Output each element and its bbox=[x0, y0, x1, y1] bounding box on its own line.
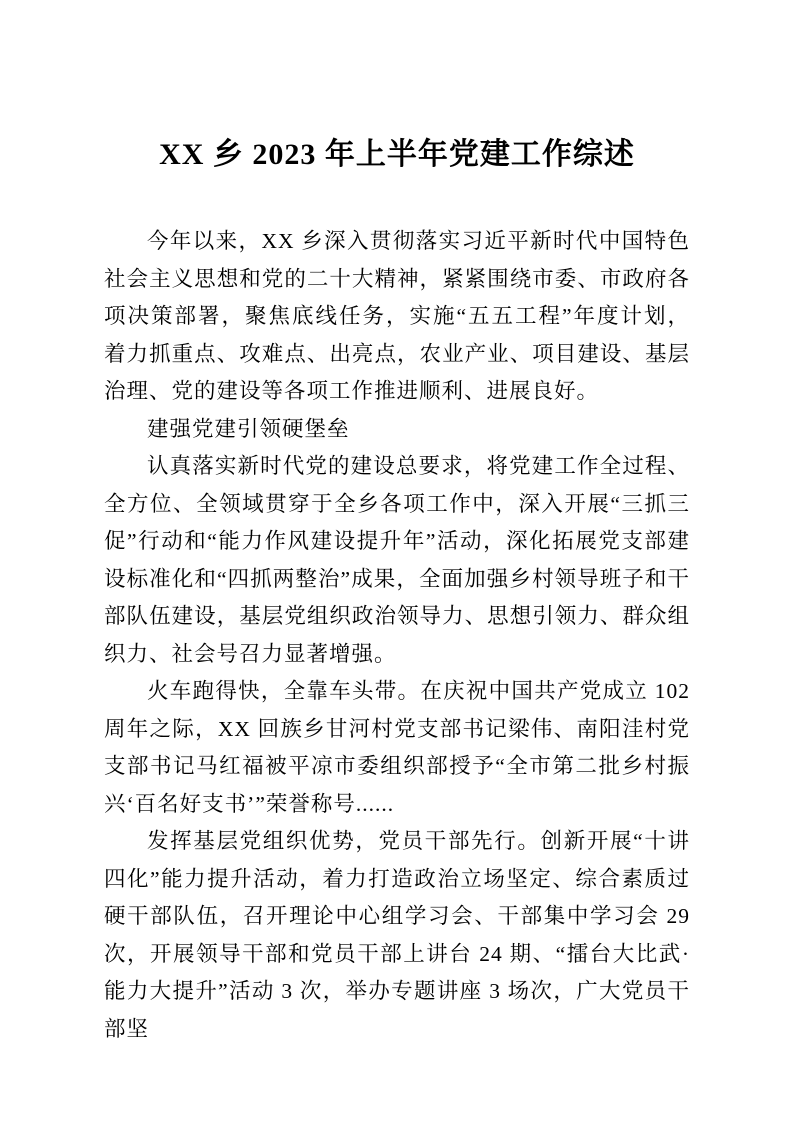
paragraph-party-building-overview: 认真落实新时代党的建设总要求，将党建工作全过程、全方位、全领域贯穿于全乡各项工作中，深入开展“三抓三促”行动和“能力作风建设提升年”活动，深化拓展党支部建设标准化和“四抓两整治”成果，全面加强乡村领导班子和干部队伍建设，基层党组织政治领导力、思想引领力、群众组织力、社会号召力显著增强。 bbox=[104, 454, 690, 666]
section-heading-party-building: 建强党建引领硬堡垒 bbox=[147, 416, 350, 441]
document-title: XX 乡 2023 年上半年党建工作综述 bbox=[159, 138, 635, 171]
paragraph-cadre-training: 发挥基层党组织优势，党员干部先行。创新开展“十讲四化”能力提升活动，着力打造政治立场坚定、综合素质过硬干部队伍，召开理论中心组学习会、干部集中学习会 29 次，开展领导干部和党员干部上讲台 24 期、“擂台大比武·能力大提升”活动 3 次，举办专题讲座 3 场次，广大党员干部坚 bbox=[104, 829, 690, 1041]
paragraph-intro: 今年以来，XX 乡深入贯彻落实习近平新时代中国特色社会主义思想和党的二十大精神，紧紧围绕市委、市政府各项决策部署，聚焦底线任务，实施“五五工程”年度计划， 着力抓重点、攻难点、出亮点，农业产业、项目建设、基层治理、党的建设等各项工作推进顺利、进展良好。 bbox=[104, 229, 690, 403]
paragraph-branch-secretaries-honors: 火车跑得快，全靠车头带。在庆祝中国共产党成立 102 周年之际，XX 回族乡甘河村党支部书记梁伟、南阳洼村党支部书记马红福被平凉市委组织部授予“全市第二批乡村振兴‘百名好支书’”荣誉称号...... bbox=[104, 679, 690, 816]
document-body bbox=[104, 223, 690, 1048]
